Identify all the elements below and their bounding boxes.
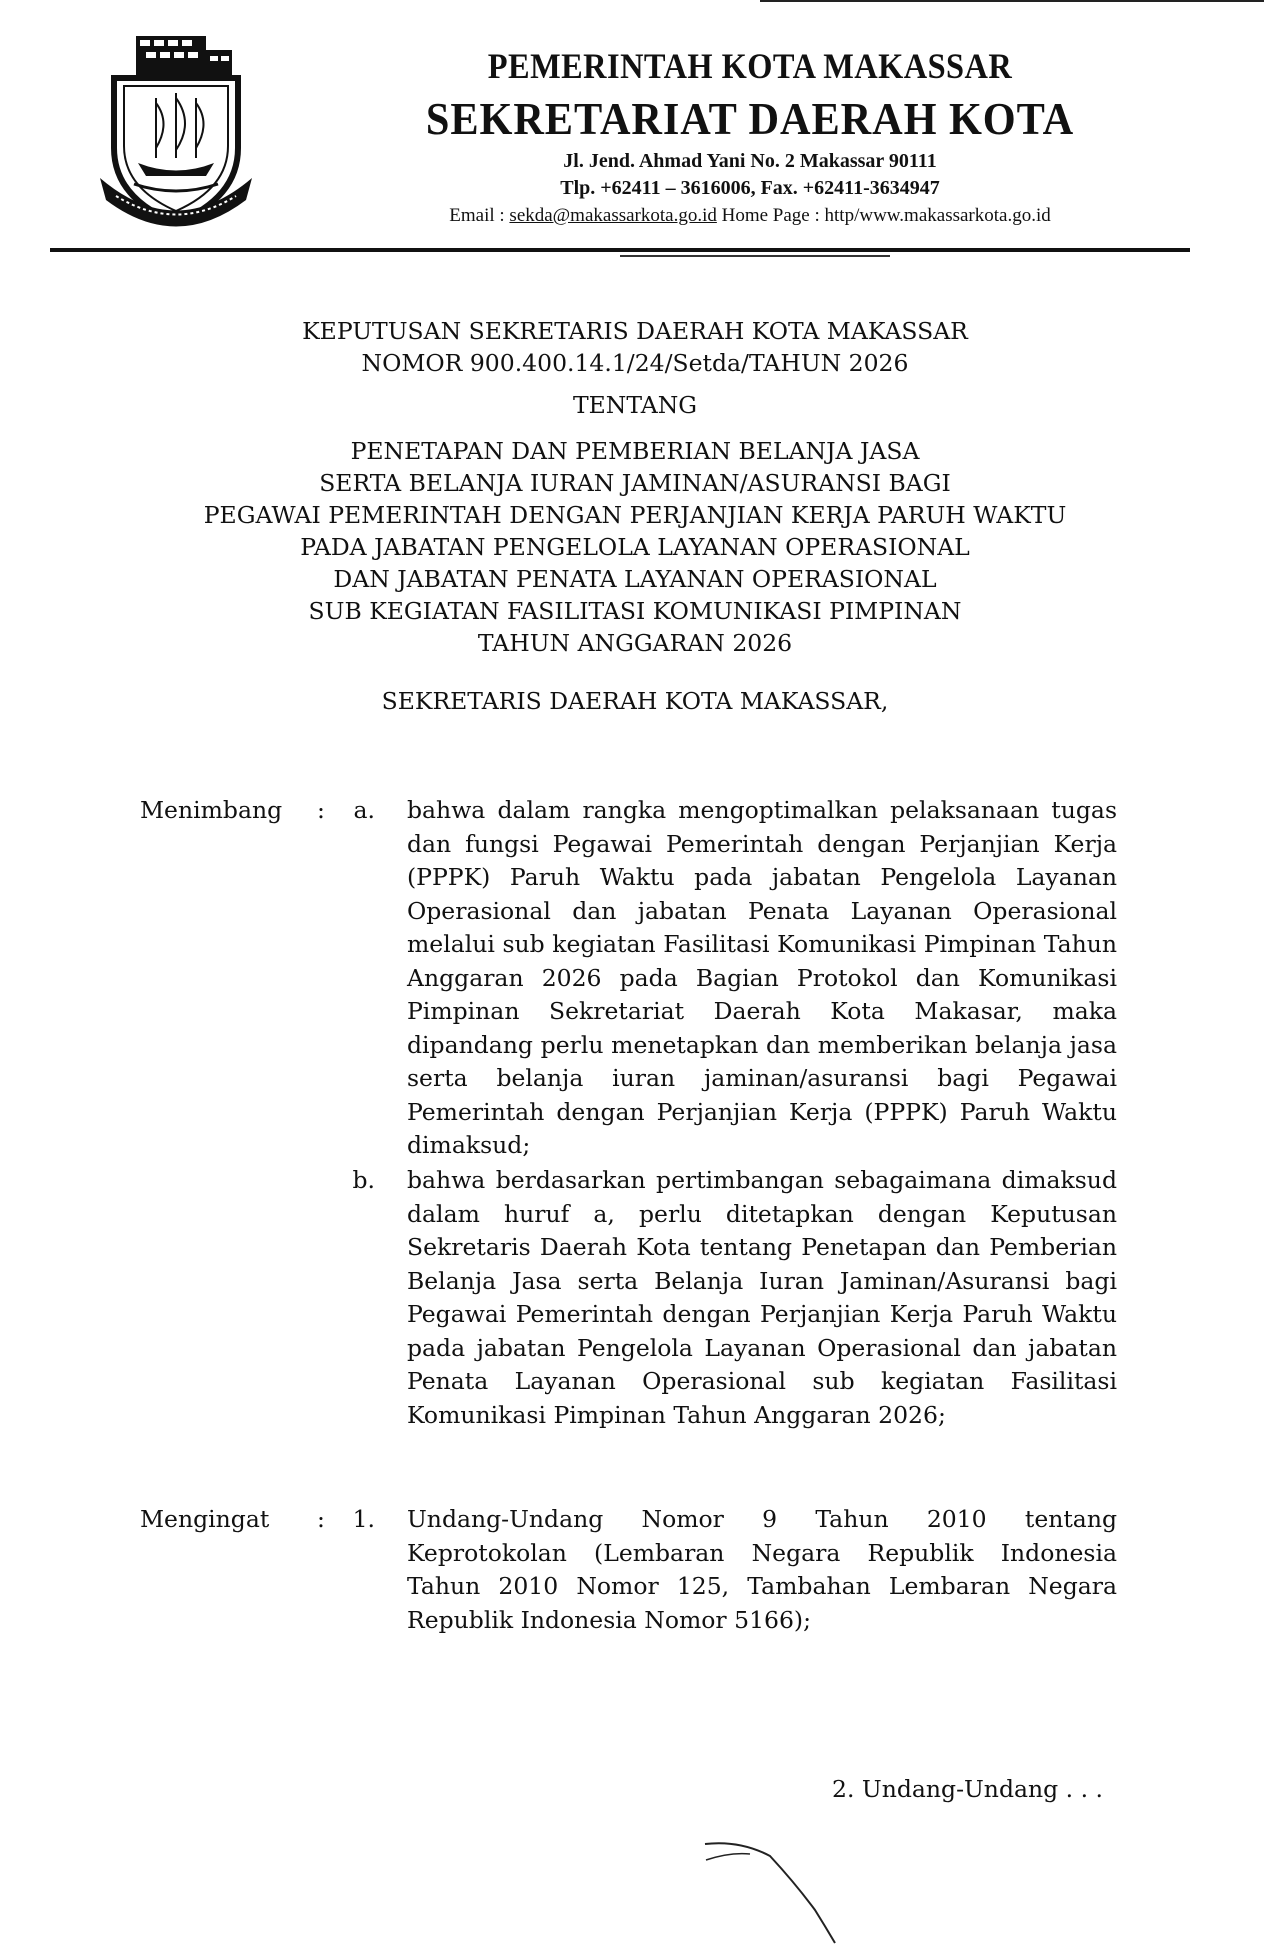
colon: : bbox=[317, 1505, 325, 1533]
considering-text: bahwa dalam rangka mengoptimalkan pelaksanaan tugas dan fungsi Pegawai Pemerintah dengan Perjanjian Kerja (PPPK) Paruh Waktu pada jabatan Pengelola Layanan Operasional dan jabatan Penata Layanan Operasional melalui sub kegiatan Fasilitasi Komunikasi Pimpinan Tahun Anggaran 2026 pada Bagian Protokol dan Komunikasi Pimpinan Sekretariat Daerah Kota Makasar, maka dipandang perlu menetapkan dan memberikan belanja jasa serta belanja iuran jaminan/asuransi bagi Pegawai Pemerintah dengan Perjanjian Kerja (PPPK) Paruh Waktu dimaksud; bbox=[407, 796, 1117, 1159]
phone-fax: Tlp. +62411 – 3616006, Fax. +62411-3634947 bbox=[560, 177, 940, 199]
letterhead-subdivider bbox=[620, 255, 890, 257]
item-marker: a. bbox=[353, 796, 375, 824]
email-label: Email : bbox=[449, 205, 505, 226]
city-emblem-logo bbox=[96, 28, 256, 238]
decree-subject-line: PADA JABATAN PENGELOLA LAYANAN OPERASIONAL bbox=[300, 533, 970, 561]
contact-line bbox=[300, 202, 1200, 229]
item-marker: 1. bbox=[352, 1505, 375, 1533]
decree-subject-line: SUB KEGIATAN FASILITASI KOMUNIKASI PIMPINAN bbox=[308, 597, 962, 625]
letterhead-text bbox=[300, 42, 1200, 229]
address: Jl. Jend. Ahmad Yani No. 2 Makassar 90111 bbox=[563, 150, 937, 172]
page-catchword: 2. Undang-Undang . . . bbox=[832, 1775, 1103, 1803]
decree-number: NOMOR 900.400.14.1/24/Setda/TAHUN 2026 bbox=[361, 349, 909, 377]
decree-heading: KEPUTUSAN SEKRETARIS DAERAH KOTA MAKASSAR bbox=[302, 317, 968, 345]
decree-title-block bbox=[80, 315, 1190, 717]
top-edge-line bbox=[760, 0, 1264, 2]
considering-text: bahwa berdasarkan pertimbangan sebagaimana dimaksud dalam huruf a, perlu ditetapkan dengan Keputusan Sekretaris Daerah Kota tentang Penetapan dan Pemberian Belanja Jasa serta Belanja Iuran Jaminan/Asuransi bagi Pegawai Pemerintah dengan Perjanjian Kerja Paruh Waktu pada jabatan Pengelola Layanan Operasional dan jabatan Penata Layanan Operasional sub kegiatan Fasilitasi Komunikasi Pimpinan Tahun Anggaran 2026; bbox=[407, 1166, 1117, 1429]
decree-subject-line: SERTA BELANJA IURAN JAMINAN/ASURANSI BAGI bbox=[319, 469, 951, 497]
homepage-label: Home Page : bbox=[721, 205, 820, 226]
decree-subject-line: DAN JABATAN PENATA LAYANAN OPERASIONAL bbox=[333, 565, 937, 593]
letterhead-divider bbox=[50, 248, 1190, 252]
initial-paraf-mark bbox=[700, 1838, 840, 1948]
remembering-text: Undang-Undang Nomor 9 Tahun 2010 tentang Keprotokolan (Lembaran Negara Republik Indonesia Tahun 2010 Nomor 125, Tambahan Lembaran Negara Republik Indonesia Nomor 5166); bbox=[407, 1505, 1117, 1634]
email-link[interactable]: sekda@makassarkota.go.id bbox=[509, 205, 717, 226]
homepage-link[interactable]: http/www.makassarkota.go.id bbox=[824, 205, 1051, 226]
considering-label: Menimbang bbox=[140, 796, 283, 824]
government-name: PEMERINTAH KOTA MAKASSAR bbox=[487, 46, 1013, 86]
colon: : bbox=[317, 796, 325, 824]
item-marker: b. bbox=[352, 1166, 375, 1194]
decree-subject-line: TAHUN ANGGARAN 2026 bbox=[477, 629, 793, 657]
decree-about: TENTANG bbox=[572, 391, 698, 419]
decree-issuer: SEKRETARIS DAERAH KOTA MAKASSAR, bbox=[381, 687, 889, 715]
remembering-label: Mengingat bbox=[140, 1505, 270, 1533]
decree-subject-line: PEGAWAI PEMERINTAH DENGAN PERJANJIAN KERJA PARUH WAKTU bbox=[203, 501, 1067, 529]
secretariat-name: SEKRETARIAT DAERAH KOTA bbox=[425, 93, 1075, 144]
decree-subject-line: PENETAPAN DAN PEMBERIAN BELANJA JASA bbox=[350, 437, 920, 465]
